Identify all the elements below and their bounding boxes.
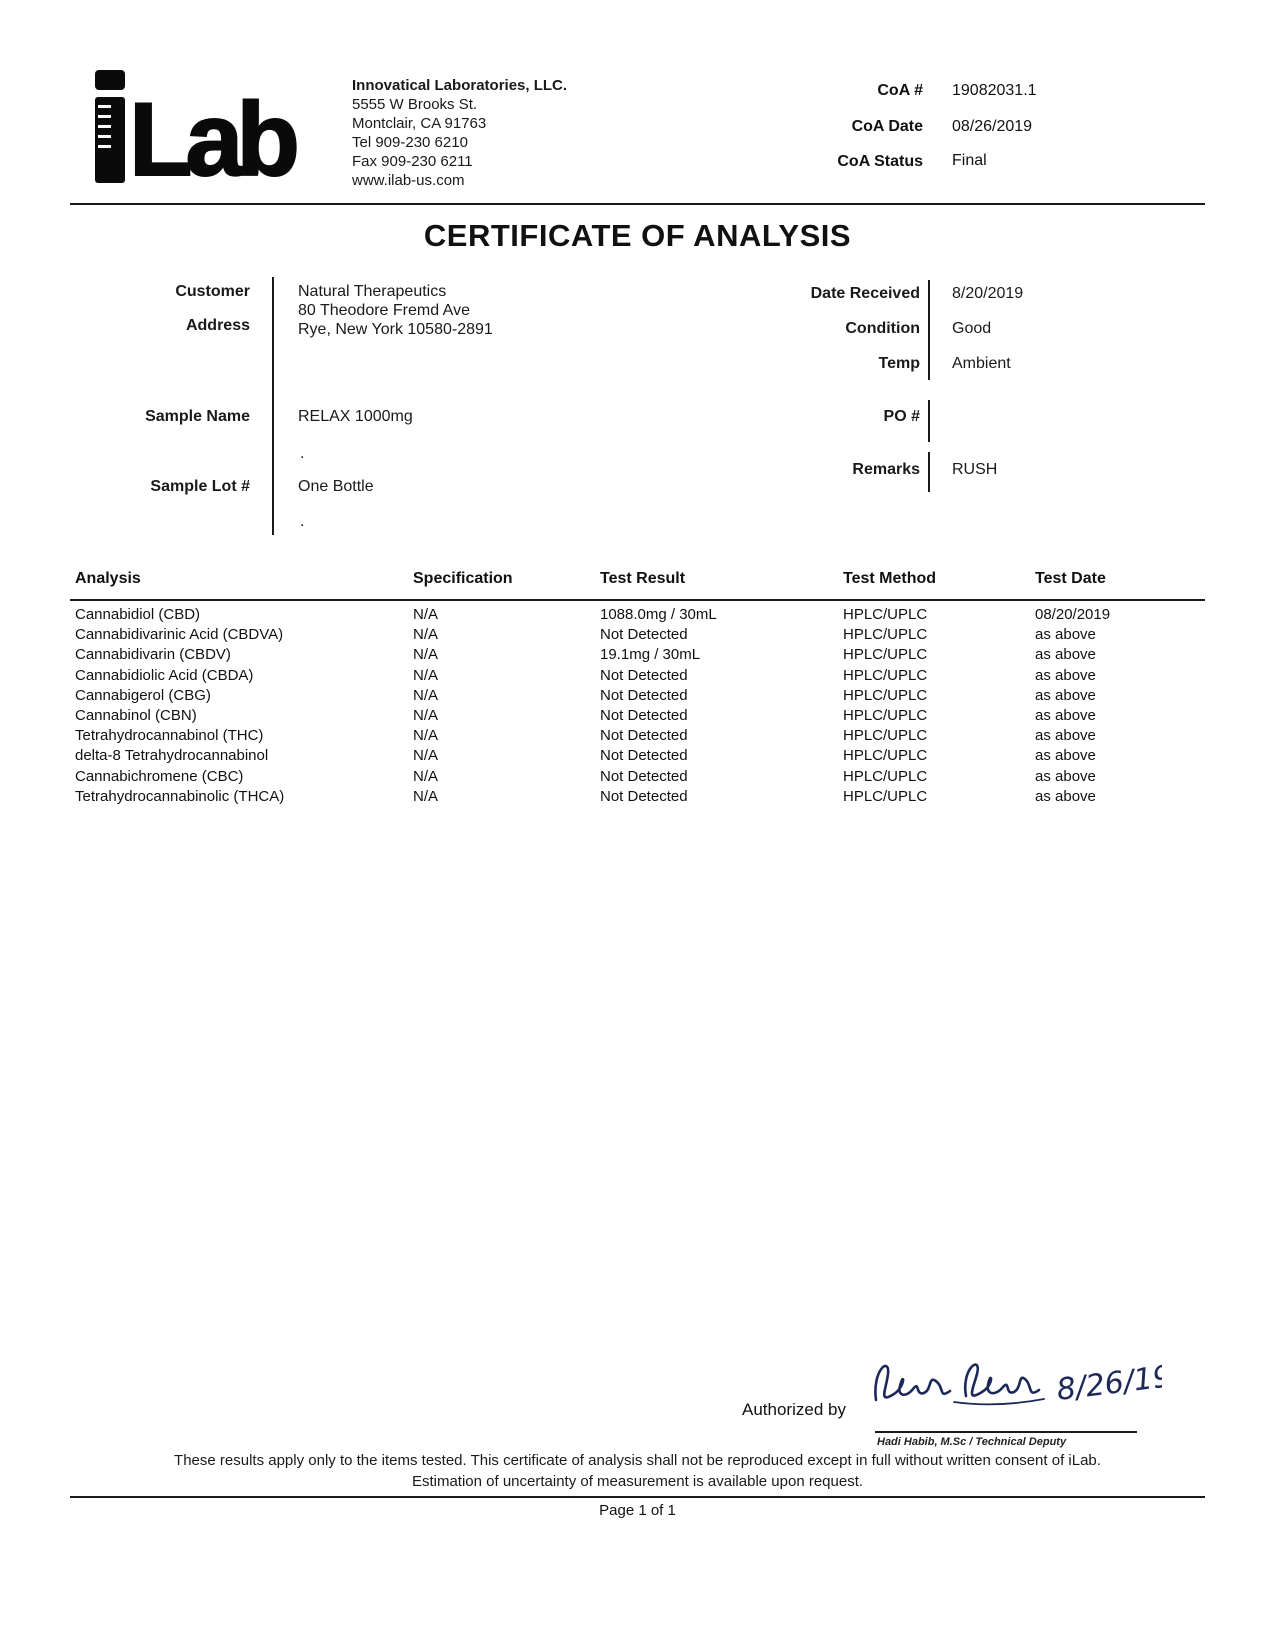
logo-tick xyxy=(98,125,111,128)
signature-line xyxy=(875,1431,1137,1433)
cell-analysis: delta-8 Tetrahydrocannabinol xyxy=(75,747,269,765)
company-info xyxy=(352,76,567,190)
cell-test-date: as above xyxy=(1035,787,1096,805)
date-received-value: 8/20/2019 xyxy=(952,285,1024,302)
cell-analysis: Cannabidiol (CBD) xyxy=(75,606,201,623)
table-row xyxy=(0,768,1275,788)
cell-test-method: HPLC/UPLC xyxy=(843,606,928,623)
table-row xyxy=(0,788,1275,808)
table-row xyxy=(0,727,1275,747)
disclaimer-line1: These results apply only to the items tested. This certificate of analysis shall not be reproduced except in full without written consent of iLab. xyxy=(174,1452,1101,1469)
customer-address-line1: 80 Theodore Fremd Ave xyxy=(298,302,470,319)
cell-specification: N/A xyxy=(413,666,439,684)
cell-test-date: as above xyxy=(1035,626,1096,644)
footer-divider xyxy=(70,1496,1205,1498)
sample-lot-label: Sample Lot # xyxy=(150,478,250,495)
cell-test-method: HPLC/UPLC xyxy=(843,727,928,745)
logo-tick xyxy=(98,105,111,108)
cell-specification: N/A xyxy=(413,606,439,623)
logo-i-dot xyxy=(95,70,125,90)
column-header-test-date: Test Date xyxy=(1035,570,1106,587)
table-row xyxy=(0,667,1275,687)
column-header-test-method: Test Method xyxy=(843,570,937,587)
remarks-value: RUSH xyxy=(952,461,998,478)
cell-specification: N/A xyxy=(413,747,439,765)
column-header-specification: Specification xyxy=(413,570,513,587)
cell-analysis: Tetrahydrocannabinol (THC) xyxy=(75,727,264,745)
remarks-label: Remarks xyxy=(852,461,920,478)
logo-tick xyxy=(98,135,111,138)
stray-dot-1: . xyxy=(300,445,305,462)
authorized-by-label: Authorized by xyxy=(742,1400,846,1419)
cell-test-result: 1088.0mg / 30mL xyxy=(600,606,717,623)
cell-test-method: HPLC/UPLC xyxy=(843,747,928,765)
stray-dot-2: . xyxy=(300,513,305,530)
table-row xyxy=(0,747,1275,767)
cell-specification: N/A xyxy=(413,787,439,805)
cell-test-date: as above xyxy=(1035,686,1096,704)
logo-tick xyxy=(98,145,111,148)
cell-test-result: Not Detected xyxy=(600,787,688,805)
ilab-logo-text: Lab xyxy=(129,81,293,198)
info-right-divider xyxy=(928,280,930,380)
table-row xyxy=(0,606,1275,626)
date-received-label: Date Received xyxy=(810,285,920,302)
signature xyxy=(862,1342,1162,1432)
cell-analysis: Tetrahydrocannabinolic (THCA) xyxy=(75,787,285,805)
cell-test-date: as above xyxy=(1035,767,1096,785)
company-address-line2: Montclair, CA 91763 xyxy=(352,115,487,132)
cell-specification: N/A xyxy=(413,626,439,644)
cell-analysis: Cannabichromene (CBC) xyxy=(75,767,244,785)
address-label: Address xyxy=(185,317,250,334)
coa-status-label: CoA Status xyxy=(837,153,923,170)
signature-scribble-icon xyxy=(862,1342,1162,1432)
cell-specification: N/A xyxy=(413,646,439,664)
condition-value: Good xyxy=(952,320,992,337)
column-header-analysis: Analysis xyxy=(75,570,141,587)
info-left-divider xyxy=(272,277,274,535)
company-name: Innovatical Laboratories, LLC. xyxy=(352,77,568,94)
column-header-test-result: Test Result xyxy=(600,570,686,587)
table-header-divider xyxy=(70,599,1205,601)
cell-test-result: Not Detected xyxy=(600,767,688,785)
cell-test-method: HPLC/UPLC xyxy=(843,646,928,664)
cell-test-method: HPLC/UPLC xyxy=(843,666,928,684)
logo-tick xyxy=(98,115,111,118)
cell-test-result: 19.1mg / 30mL xyxy=(600,646,701,664)
company-fax: Fax 909-230 6211 xyxy=(352,153,473,170)
temp-label: Temp xyxy=(878,355,920,372)
cell-analysis: Cannabigerol (CBG) xyxy=(75,686,211,704)
cell-test-method: HPLC/UPLC xyxy=(843,626,928,644)
cell-test-method: HPLC/UPLC xyxy=(843,686,928,704)
signature-date: 8/26/19 xyxy=(1054,1359,1162,1408)
cell-specification: N/A xyxy=(413,686,439,704)
cell-test-date: as above xyxy=(1035,646,1096,664)
coa-status-value: Final xyxy=(952,152,987,169)
temp-value: Ambient xyxy=(952,355,1011,372)
page-title: CERTIFICATE OF ANALYSIS xyxy=(423,218,852,253)
page-number: Page 1 of 1 xyxy=(599,1502,676,1519)
company-address-line1: 5555 W Brooks St. xyxy=(352,96,478,113)
table-row xyxy=(0,646,1275,666)
customer-name: Natural Therapeutics xyxy=(298,283,447,300)
company-tel: Tel 909-230 6210 xyxy=(352,134,468,151)
sample-lot-value: One Bottle xyxy=(298,478,374,495)
coa-number-value: 19082031.1 xyxy=(952,82,1037,99)
cell-test-result: Not Detected xyxy=(600,727,688,745)
cell-test-result: Not Detected xyxy=(600,626,688,644)
cell-test-method: HPLC/UPLC xyxy=(843,706,928,724)
sample-name-label: Sample Name xyxy=(145,408,250,425)
disclaimer-line2: Estimation of uncertainty of measurement is available upon request. xyxy=(411,1473,864,1490)
cell-specification: N/A xyxy=(413,767,439,785)
cell-analysis: Cannabidivarinic Acid (CBDVA) xyxy=(75,626,284,644)
cell-test-date: as above xyxy=(1035,727,1096,745)
cell-test-result: Not Detected xyxy=(600,747,688,765)
customer-label: Customer xyxy=(175,283,250,300)
ilab-logo-i-icon xyxy=(95,70,125,183)
cell-specification: N/A xyxy=(413,727,439,745)
ilab-logo xyxy=(95,70,293,198)
cell-specification: N/A xyxy=(413,706,439,724)
table-row xyxy=(0,626,1275,646)
header-divider xyxy=(70,203,1205,205)
cell-test-date: as above xyxy=(1035,747,1096,765)
sample-name-value: RELAX 1000mg xyxy=(298,408,413,425)
cell-test-result: Not Detected xyxy=(600,666,688,684)
remarks-divider xyxy=(928,452,930,492)
results-table xyxy=(0,606,1275,808)
coa-number-label: CoA # xyxy=(877,82,923,99)
table-row xyxy=(0,687,1275,707)
cell-analysis: Cannabidivarin (CBDV) xyxy=(75,646,231,664)
signer-title: Hadi Habib, M.Sc / Technical Deputy xyxy=(877,1436,1067,1448)
cell-test-result: Not Detected xyxy=(600,686,688,704)
table-row xyxy=(0,707,1275,727)
po-label: PO # xyxy=(883,408,920,425)
cell-test-method: HPLC/UPLC xyxy=(843,767,928,785)
cell-test-date: as above xyxy=(1035,666,1096,684)
cell-analysis: Cannabinol (CBN) xyxy=(75,706,197,724)
company-website: www.ilab-us.com xyxy=(352,172,465,189)
coa-date-value: 08/26/2019 xyxy=(952,118,1033,135)
cell-analysis: Cannabidiolic Acid (CBDA) xyxy=(75,666,254,684)
condition-label: Condition xyxy=(845,320,920,337)
cell-test-method: HPLC/UPLC xyxy=(843,787,928,805)
customer-address-line2: Rye, New York 10580-2891 xyxy=(298,321,493,338)
cell-test-result: Not Detected xyxy=(600,706,688,724)
po-divider xyxy=(928,400,930,442)
coa-date-label: CoA Date xyxy=(851,118,923,135)
cell-test-date: 08/20/2019 xyxy=(1035,606,1111,623)
cell-test-date: as above xyxy=(1035,706,1096,724)
logo-i-bar xyxy=(95,97,125,183)
